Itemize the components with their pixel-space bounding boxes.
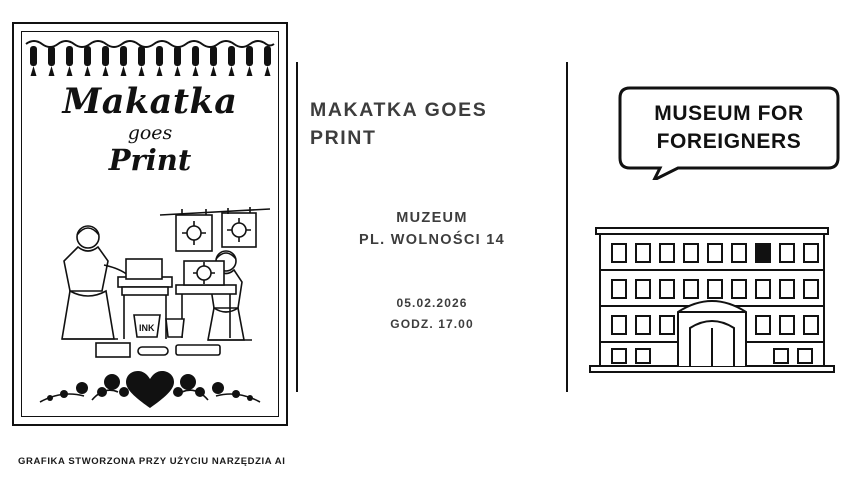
bubble-line-1: MUSEUM FOR [654,102,804,125]
vertical-divider-left [296,62,298,392]
event-venue [310,207,554,252]
event-info-column [310,96,554,334]
event-date: 05.02.2026 [396,296,468,311]
poster-title-print: Print [108,142,192,177]
museum-building-icon [578,194,846,376]
event-time: GODZ. 17.00 [390,316,474,331]
ink-label: INK [139,323,155,333]
poster-frame [12,22,288,426]
ai-credit-note: GRAFIKA STWORZONA PRZY UŻYCIU NARZĘDZIA AI [18,456,286,467]
vertical-divider-right [566,62,568,392]
poster-illustration [12,22,286,467]
event-title: MAKATKA GOES PRINT [310,99,488,150]
poster-title-block [14,81,286,177]
bunting-ornament-icon [24,36,276,82]
bubble-line-2: FOREIGNERS [656,130,802,154]
poster-title-makatka: Makatka [62,81,238,122]
printmakers-scene-icon [26,199,274,364]
venue-address: PL. WOLNOŚCI 14 [359,232,505,248]
speech-bubble-text [618,100,840,156]
venue-name: MUZEUM [396,209,468,226]
floral-heart-ornament-icon [32,360,268,412]
event-datetime [310,293,554,334]
museum-illustration [578,86,846,376]
poster-title-goes: goes [127,122,173,144]
